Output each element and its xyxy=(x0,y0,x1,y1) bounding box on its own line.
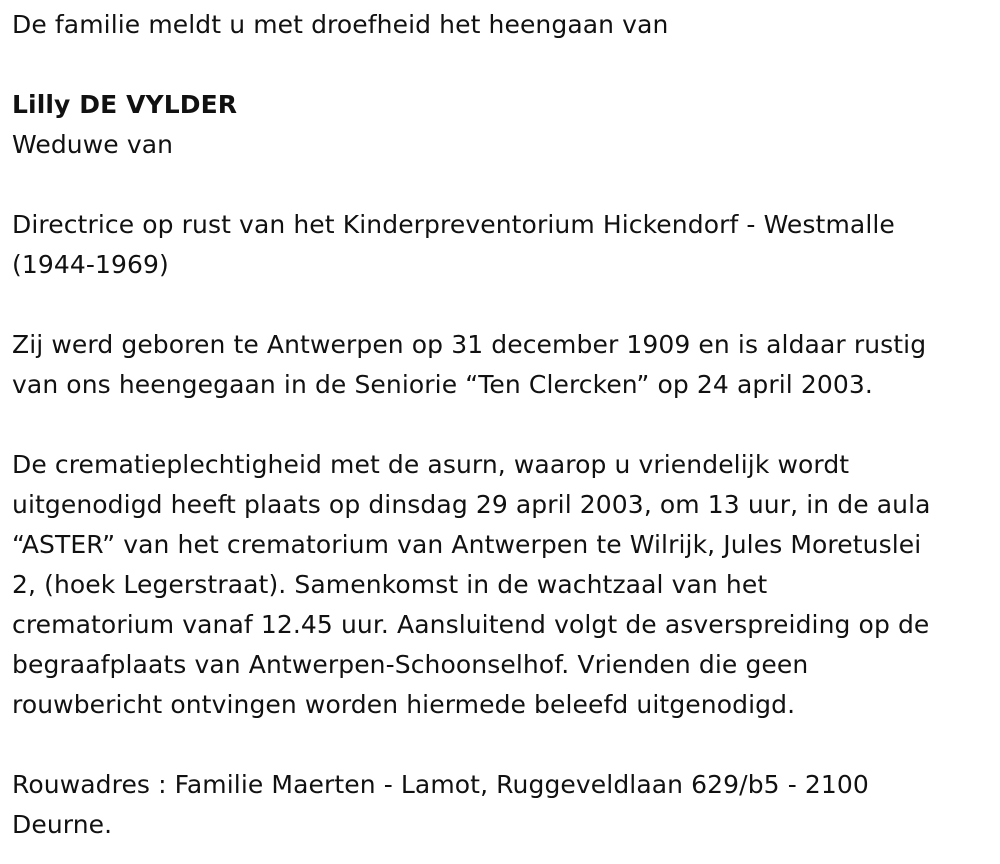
ceremony-line: rouwbericht ontvingen worden hiermede beleefd uitgenodigd. xyxy=(12,690,796,719)
spacer xyxy=(12,285,988,325)
ceremony-line: De crematieplechtigheid met de asurn, waarop u vriendelijk wordt xyxy=(12,450,850,479)
ceremony-line: begraafplaats van Antwerpen-Schoonselhof. Vrienden die geen xyxy=(12,650,809,679)
relation-text: Weduwe van xyxy=(12,130,174,159)
address-line: Rouwadres : Familie Maerten - Lamot, Ruggeveldlaan 629/b5 - 2100 xyxy=(12,770,869,799)
occupation-paragraph xyxy=(12,205,988,285)
address-paragraph xyxy=(12,765,988,845)
spacer xyxy=(12,45,988,85)
ceremony-line: uitgenodigd heeft plaats op dinsdag 29 april 2003, om 13 uur, in de aula xyxy=(12,490,931,519)
deceased-name: Lilly DE VYLDER xyxy=(12,90,238,119)
birth-death-line: van ons heengegaan in de Seniorie “Ten Clercken” op 24 april 2003. xyxy=(12,370,873,399)
ceremony-paragraph xyxy=(12,445,988,725)
spacer xyxy=(12,725,988,765)
birth-death-paragraph xyxy=(12,325,988,405)
ceremony-line: “ASTER” van het crematorium van Antwerpen te Wilrijk, Jules Moretuslei xyxy=(12,530,922,559)
occupation-line: Directrice op rust van het Kinderpreventorium Hickendorf - Westmalle xyxy=(12,210,895,239)
intro-text: De familie meldt u met droefheid het heengaan van xyxy=(12,10,669,39)
ceremony-line: crematorium vanaf 12.45 uur. Aansluitend volgt de asverspreiding op de xyxy=(12,610,930,639)
birth-death-line: Zij werd geboren te Antwerpen op 31 december 1909 en is aldaar rustig xyxy=(12,330,927,359)
address-line: Deurne. xyxy=(12,810,113,839)
spacer xyxy=(12,165,988,205)
ceremony-line: 2, (hoek Legerstraat). Samenkomst in de wachtzaal van het xyxy=(12,570,768,599)
occupation-line: (1944-1969) xyxy=(12,250,169,279)
spacer xyxy=(12,405,988,445)
